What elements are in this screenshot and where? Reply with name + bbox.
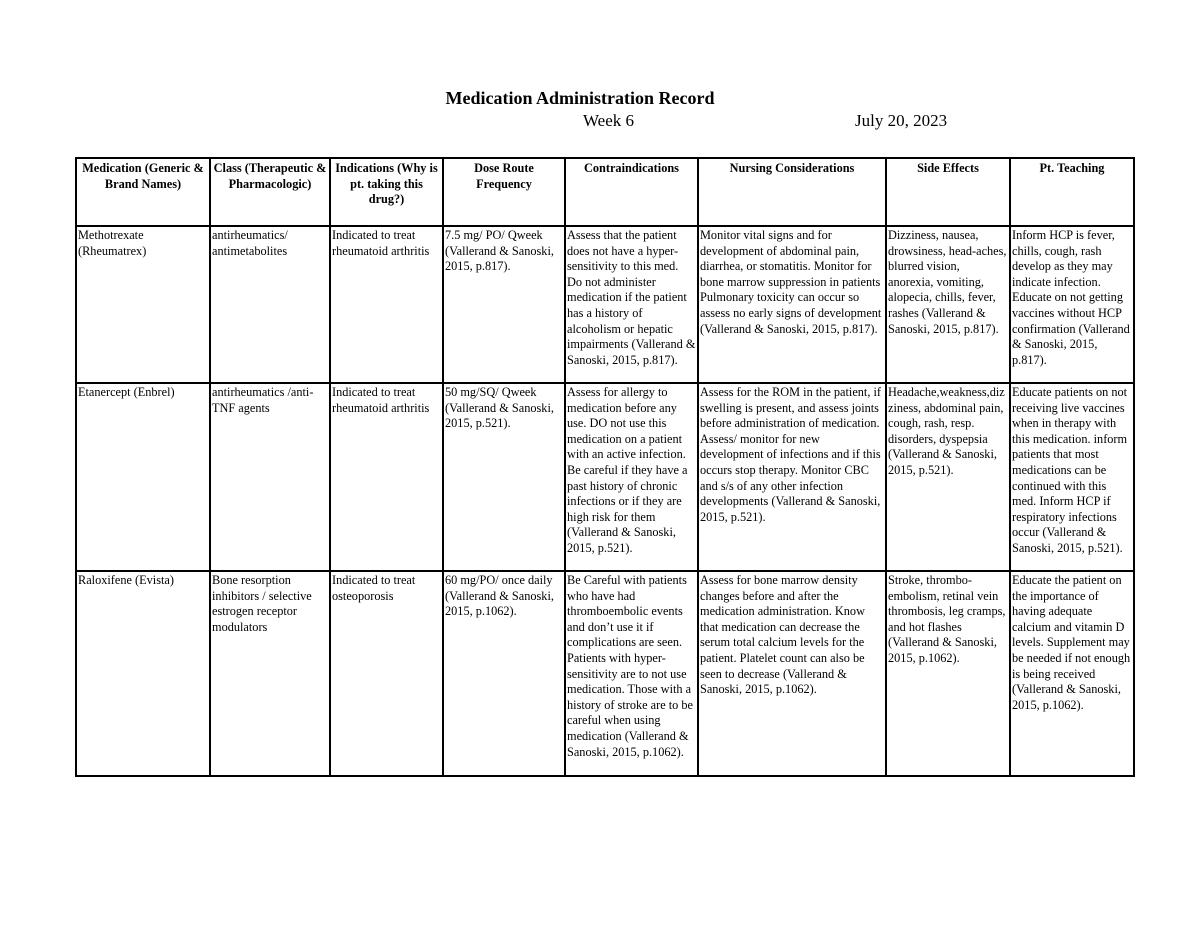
cell-contraindications: Assess for allergy to medication before any use. DO not use this medication on a patient with an active infection. Be careful if they have a past history of chronic infections or if they are high risk for them (Vallerand & Sanoski, 2015, p.521). <box>565 383 698 571</box>
cell-medication: Raloxifene (Evista) <box>76 571 210 776</box>
header-pt-teaching: Pt. Teaching <box>1010 158 1134 226</box>
page-title: Medication Administration Record <box>445 88 715 108</box>
cell-contraindications: Be Careful with patients who have had thromboembolic events and don’t use it if complications are seen. Patients with hyper-sensitivity are to not use medication. Those with a history of stroke are to be careful when using medication (Vallerand & Sanoski, 2015, p.1062). <box>565 571 698 776</box>
cell-nursing-considerations: Assess for the ROM in the patient, if swelling is present, and assess joints before administration of medication. Assess/ monitor for new development of infections and if this occurs stop therapy. Monitor CBC and s/s of any other infection developments (Vallerand & Sanoski, 2015, p.521). <box>698 383 886 571</box>
table-row <box>76 226 1134 383</box>
cell-class: antirheumatics /anti-TNF agents <box>210 383 330 571</box>
cell-indications: Indicated to treat rheumatoid arthritis <box>330 226 443 383</box>
cell-contraindications: Assess that the patient does not have a hyper-sensitivity to this med. Do not administer medication if the patient has a history of alcoholism or hepatic impairments (Vallerand & Sanoski, 2015, p.817). <box>565 226 698 383</box>
cell-medication: Etanercept (Enbrel) <box>76 383 210 571</box>
cell-class: Bone resorption inhibitors / selective estrogen receptor modulators <box>210 571 330 776</box>
header-nursing-considerations: Nursing Considerations <box>698 158 886 226</box>
header-indications: Indications (Why is pt. taking this drug?) <box>330 158 443 226</box>
header-dose-route-frequency: Dose Route Frequency <box>443 158 565 226</box>
cell-class: antirheumatics/ antimetabolites <box>210 226 330 383</box>
cell-nursing-considerations: Assess for bone marrow density changes before and after the medication administration. Know that medication can decrease the serum total calcium levels for the patient. Platelet count can also be seen to decrease (Vallerand & Sanoski, 2015, p.1062). <box>698 571 886 776</box>
date-label: July 20, 2023 <box>855 111 948 130</box>
header-medication: Medication (Generic & Brand Names) <box>76 158 210 226</box>
cell-side-effects: Dizziness, nausea, drowsiness, head-aches, blurred vision, anorexia, vomiting, alopecia, chills, fever, rashes (Vallerand & Sanoski, 2015, p.817). <box>886 226 1010 383</box>
table-row <box>76 383 1134 571</box>
week-label: Week 6 <box>583 111 635 130</box>
medication-table <box>75 157 1135 777</box>
table-header-row <box>76 158 1134 226</box>
header-class: Class (Therapeutic & Pharmacologic) <box>210 158 330 226</box>
cell-medication: Methotrexate (Rheumatrex) <box>76 226 210 383</box>
cell-nursing-considerations: Monitor vital signs and for development of abdominal pain, diarrhea, or stomatitis. Monitor for bone marrow suppression in patients Pulmonary toxicity can occur so assess no early signs of development (Vallerand & Sanoski, 2015, p.817). <box>698 226 886 383</box>
cell-dose: 7.5 mg/ PO/ Qweek (Vallerand & Sanoski, 2015, p.817). <box>443 226 565 383</box>
cell-side-effects: Stroke, thrombo-embolism, retinal vein thrombosis, leg cramps, and hot flashes (Vallerand & Sanoski, 2015, p.1062). <box>886 571 1010 776</box>
cell-indications: Indicated to treat rheumatoid arthritis <box>330 383 443 571</box>
header-side-effects: Side Effects <box>886 158 1010 226</box>
cell-indications: Indicated to treat osteoporosis <box>330 571 443 776</box>
cell-pt-teaching: Inform HCP is fever, chills, cough, rash develop as they may indicate infection. Educate on not getting vaccines without HCP confirmation (Vallerand & Sanoski, 2015, p.817). <box>1010 226 1134 383</box>
header-contraindications: Contraindications <box>565 158 698 226</box>
cell-pt-teaching: Educate the patient on the importance of having adequate calcium and vitamin D levels. Supplement may be needed if not enough is being received (Vallerand & Sanoski, 2015, p.1062). <box>1010 571 1134 776</box>
table-row <box>76 571 1134 776</box>
cell-dose: 50 mg/SQ/ Qweek (Vallerand & Sanoski, 2015, p.521). <box>443 383 565 571</box>
cell-side-effects: Headache,weakness,dizziness, abdominal pain, cough, rash, resp. disorders, dyspepsia (Vallerand & Sanoski, 2015, p.521). <box>886 383 1010 571</box>
cell-dose: 60 mg/PO/ once daily (Vallerand & Sanoski, 2015, p.1062). <box>443 571 565 776</box>
cell-pt-teaching: Educate patients on not receiving live vaccines when in therapy with this medication. inform patients that most medications can be continued with this med. Inform HCP if respiratory infections occur (Vallerand & Sanoski, 2015, p.521). <box>1010 383 1134 571</box>
